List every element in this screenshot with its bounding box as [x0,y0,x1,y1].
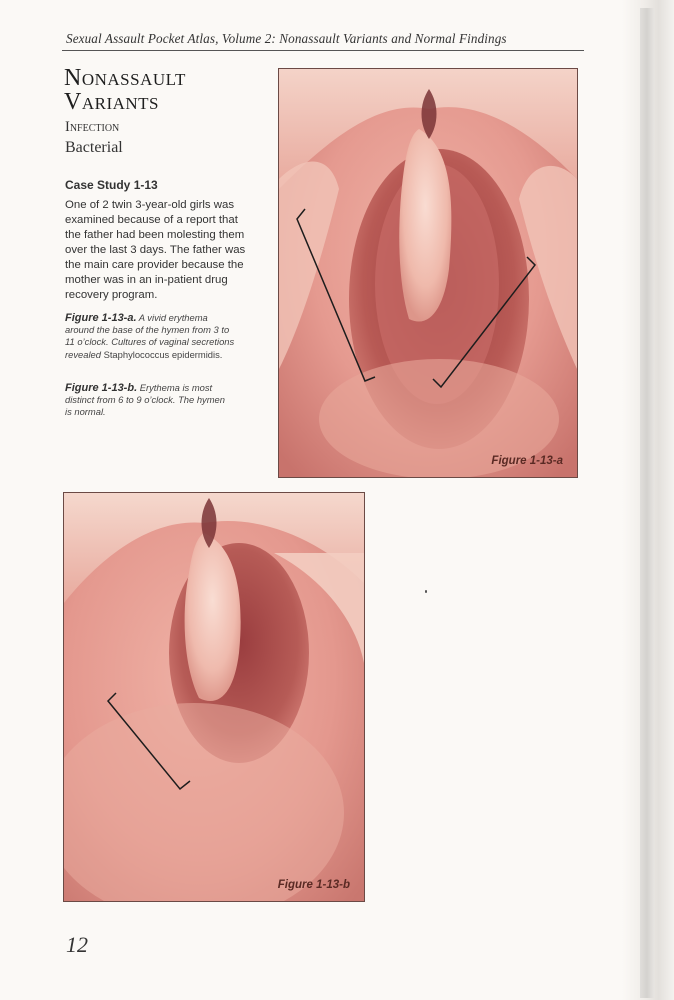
page-edge-shadow [622,0,674,1000]
subsection-heading: Infection [65,119,120,135]
caption-a-line4-prefix: revealed [65,348,101,360]
page-number: 12 [66,932,88,957]
caption-a-label: Figure 1-13-a. [65,312,137,324]
case-study-line: mother was in an in-patient drug [65,274,228,286]
running-header: Sexual Assault Pocket Atlas, Volume 2: Nonassault Variants and Normal Findings [66,31,507,46]
section-title [64,66,264,114]
section-title-line2: Variants [64,89,160,115]
case-study-line: the main care provider because the [65,259,244,271]
caption-a-organism: Staphylococcus epidermidis. [103,348,223,360]
case-study-line: examined because of a report that [65,214,238,226]
case-study-body [65,198,265,303]
clinical-photo-a [278,68,578,478]
subsubsection-heading: Bacterial [65,139,123,156]
caption-a-line2: around the base of the hymen from 3 to [65,324,230,336]
figure-label-b: Figure 1-13-b [277,879,350,891]
caption-a-line3: 11 o’clock. Cultures of vaginal secretions [65,336,235,348]
section-title-line1: Nonassault [64,65,186,91]
caption-b-line2: distinct from 6 to 9 o’clock. The hymen [65,394,225,406]
case-study-line: the father had been molesting them [65,229,245,241]
caption-b-line3: is normal. [65,406,106,418]
clinical-photo-b [63,492,365,902]
figure-caption-a [65,312,265,361]
caption-b-line1: Erythema is most [139,382,213,393]
case-study-heading: Case Study 1-13 [65,178,158,192]
caption-a-line1: A vivid erythema [138,312,208,323]
scan-speck [425,590,427,593]
case-study-line: over the last 3 days. The father was [65,244,246,256]
caption-b-label: Figure 1-13-b. [65,382,138,394]
case-study-line: One of 2 twin 3-year-old girls was [65,199,235,211]
figure-label-a: Figure 1-13-a [491,455,563,467]
header-rule [62,50,584,51]
clinical-photo-b-image [64,493,364,901]
clinical-photo-a-image [279,69,577,477]
case-study-line: recovery program. [65,289,158,301]
figure-caption-b [65,382,265,419]
